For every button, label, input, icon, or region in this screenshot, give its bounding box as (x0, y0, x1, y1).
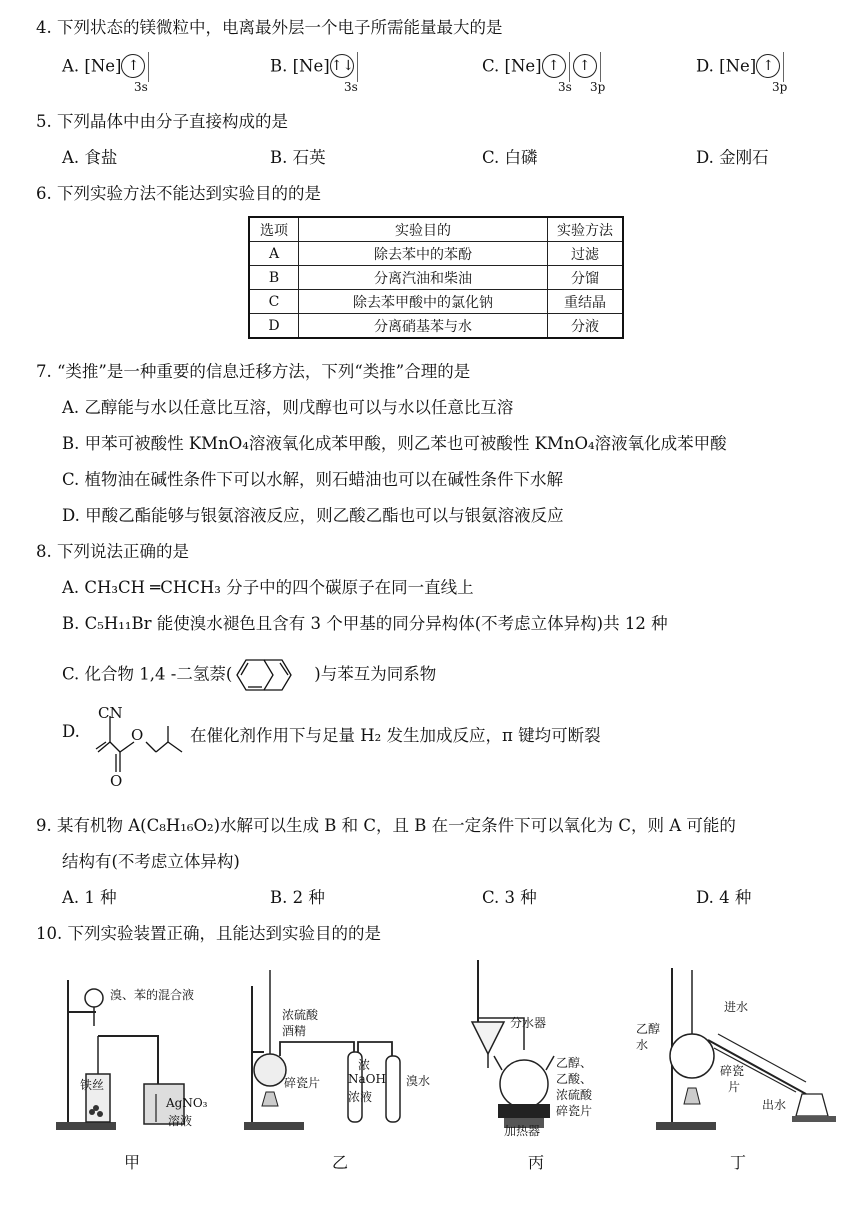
q4-option-c[interactable] (482, 52, 604, 82)
figure-caption-bing: 丙 (528, 1153, 545, 1172)
jia-label-mixture: 溴、苯的混合液 (110, 988, 195, 1002)
table-header-row (249, 217, 623, 242)
yi-label-br-water: 溴水 (406, 1074, 431, 1088)
yi-label-h2so4: 浓硫酸 (282, 1008, 319, 1022)
table-header: 实验方法 (548, 217, 624, 242)
q7-option-c[interactable]: C. 植物油在碱性条件下可以水解，则石蜡油也可以在碱性条件下水解 (62, 470, 564, 489)
ding-label-ethanol: 乙醇 (636, 1022, 661, 1036)
q4-c-sub2: 3p (590, 80, 606, 94)
orbital-box: ↑↓ (330, 54, 354, 78)
q6-table (248, 216, 624, 339)
q9-option-a[interactable]: A. 1 种 (62, 888, 117, 907)
bing-label-separator: 分水器 (510, 1016, 547, 1030)
q8-stem: 8. 下列说法正确的是 (36, 542, 189, 561)
figure-caption-jia: 甲 (124, 1153, 141, 1172)
q8-option-c[interactable] (62, 658, 436, 692)
q10-stem: 10. 下列实验装置正确，且能达到实验目的的是 (36, 924, 381, 943)
table-row (249, 314, 623, 339)
figure-ding (636, 964, 836, 1134)
q9-stem-line2: 结构有(不考虑立体异构) (62, 852, 240, 871)
apparatus-ding-drawing (636, 964, 836, 1134)
q5-option-c[interactable]: C. 白磷 (482, 148, 538, 167)
ding-label-water-out: 出水 (762, 1098, 787, 1112)
bing-label-ethanol: 乙醇、 (556, 1056, 593, 1070)
q7-option-b[interactable]: B. 甲苯可被酸性 KMnO₄溶液氧化成苯甲酸，则乙苯也可被酸性 KMnO₄溶液氧化成苯甲酸 (62, 434, 727, 453)
table-cell: 过滤 (548, 242, 624, 266)
q8-c-text1: C. 化合物 1,4 -二氢萘( (62, 664, 233, 684)
q8-d-text: 在催化剂作用下与足量 H₂ 发生加成反应，π 键均可断裂 (190, 726, 601, 745)
jia-label-agno3: AgNO₃ (166, 1096, 208, 1110)
q5-option-b[interactable]: B. 石英 (270, 148, 326, 167)
orbital-box: ↑ (573, 54, 597, 78)
q6-stem: 6. 下列实验方法不能达到实验目的的是 (36, 184, 321, 203)
table-cell: 分离硝基苯与水 (299, 314, 548, 339)
q5-option-d[interactable]: D. 金刚石 (696, 148, 769, 167)
q8-c-text2: )与苯互为同系物 (314, 664, 437, 684)
jia-label-iron: 铁丝 (80, 1078, 105, 1092)
orbital-box: ↑ (756, 54, 780, 78)
q4-c-sub1: 3s (558, 80, 572, 94)
bing-label-porcelain: 碎瓷片 (556, 1104, 593, 1118)
q4-a-sub: 3s (134, 80, 148, 94)
table-cell: C (249, 290, 299, 314)
figure-caption-yi: 乙 (332, 1153, 349, 1172)
table-cell: 除去苯中的苯酚 (299, 242, 548, 266)
table-header: 选项 (249, 217, 299, 242)
q9-option-b[interactable]: B. 2 种 (270, 888, 325, 907)
bing-label-h2so4: 浓硫酸 (556, 1088, 593, 1102)
table-row (249, 242, 623, 266)
q8-option-d[interactable] (62, 722, 80, 741)
figure-yi (244, 966, 434, 1134)
bing-label-heater: 加热器 (504, 1124, 541, 1138)
q8-option-b[interactable]: B. C₅H₁₁Br 能使溴水褪色且含有 3 个甲基的同分异构体(不考虑立体异构)共 12 种 (62, 614, 668, 633)
q4-a-label: A. [Ne] (62, 56, 122, 76)
yi-label-ethanol: 酒精 (282, 1024, 307, 1038)
ding-label-water: 水 (636, 1038, 649, 1052)
table-cell: A (249, 242, 299, 266)
yi-label-porcelain: 碎瓷片 (284, 1076, 321, 1090)
q4-b-sub: 3s (344, 80, 358, 94)
ding-label-porcelain: 碎瓷 (720, 1064, 745, 1078)
q4-option-b[interactable] (270, 52, 361, 82)
figure-caption-ding: 丁 (730, 1153, 747, 1172)
q9-option-c[interactable]: C. 3 种 (482, 888, 537, 907)
dihydronaphthalene-structure (232, 658, 314, 692)
table-cell: 分离汽油和柴油 (299, 266, 548, 290)
table-row (249, 266, 623, 290)
struct-cn: CN (98, 704, 123, 722)
q4-stem: 4. 下列状态的镁微粒中，电离最外层一个电子所需能量最大的是 (36, 18, 503, 37)
apparatus-yi-drawing (244, 966, 434, 1134)
table-cell: D (249, 314, 299, 339)
struct-o-ester: O (131, 726, 144, 744)
table-cell: 分馏 (548, 266, 624, 290)
q4-option-d[interactable] (696, 52, 787, 82)
q5-stem: 5. 下列晶体中由分子直接构成的是 (36, 112, 288, 131)
ding-label-water-in: 进水 (724, 1000, 749, 1014)
jia-label-solution: 溶液 (168, 1114, 193, 1128)
q7-option-d[interactable]: D. 甲酸乙酯能够与银氨溶液反应，则乙酸乙酯也可以与银氨溶液反应 (62, 506, 564, 525)
q5-option-a[interactable]: A. 食盐 (62, 148, 118, 167)
q9-option-d[interactable]: D. 4 种 (696, 888, 752, 907)
q7-stem: 7. “类推”是一种重要的信息迁移方法，下列“类推”合理的是 (36, 362, 471, 381)
struct-o-carbonyl: O (110, 772, 123, 790)
yi-label-conc: 浓 (358, 1058, 371, 1072)
orbital-box: ↑ (542, 54, 566, 78)
table-header: 实验目的 (299, 217, 548, 242)
q8-option-a[interactable]: A. CH₃CH ═CHCH₃ 分子中的四个碳原子在同一直线上 (62, 578, 474, 597)
q4-d-label: D. [Ne] (696, 56, 757, 76)
q4-d-sub: 3p (772, 80, 788, 94)
table-cell: B (249, 266, 299, 290)
orbital-box: ↑ (121, 54, 145, 78)
q4-option-a[interactable] (62, 52, 152, 82)
table-cell: 除去苯甲酸中的氯化钠 (299, 290, 548, 314)
table-row (249, 290, 623, 314)
table-cell: 分液 (548, 314, 624, 339)
q7-option-a[interactable]: A. 乙醇能与水以任意比互溶，则戊醇也可以与水以任意比互溶 (62, 398, 514, 417)
q4-c-label: C. [Ne] (482, 56, 542, 76)
bing-label-acetic: 乙酸、 (556, 1072, 593, 1086)
yi-label-naoh: NaOH (348, 1072, 386, 1086)
yi-label-naoh-sol: 浓液 (348, 1090, 373, 1104)
q9-stem-line1: 9. 某有机物 A(C₈H₁₆O₂)水解可以生成 B 和 C，且 B 在一定条件下可以氧化为 C，则 A 可能的 (36, 816, 736, 835)
table-cell: 重结晶 (548, 290, 624, 314)
q4-b-label: B. [Ne] (270, 56, 330, 76)
q8-d-label: D. (62, 722, 80, 741)
ding-label-piece: 片 (728, 1080, 741, 1094)
